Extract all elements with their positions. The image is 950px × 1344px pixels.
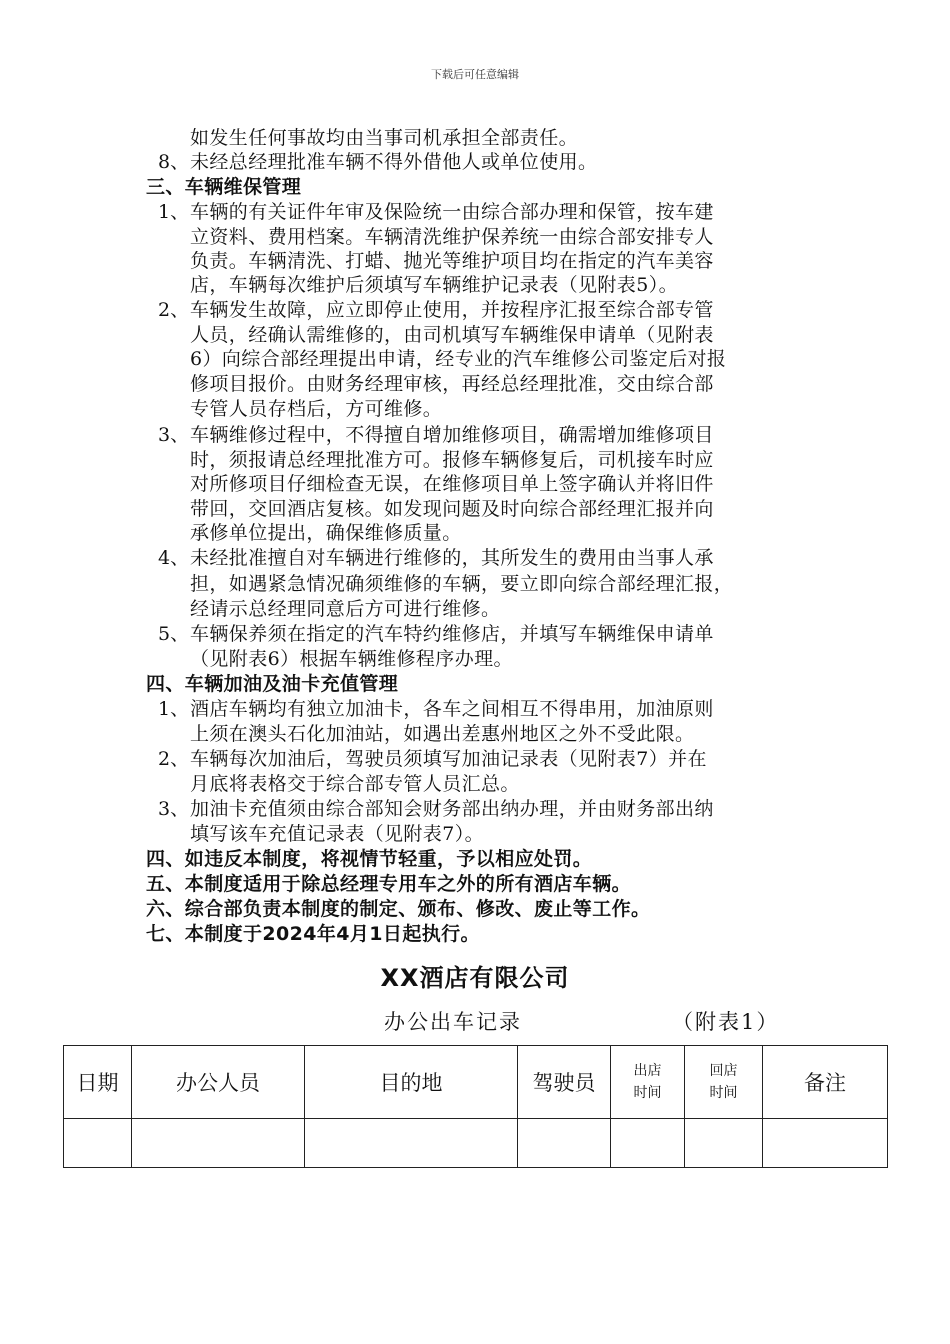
header-out-time-line1: 出店: [633, 1063, 662, 1079]
body-line: 加油卡充值须由综合部知会财务部出纳办理，并由财务部出纳: [190, 798, 714, 820]
item-number: 2、: [158, 748, 190, 770]
body-line: 经请示总经理同意后方可进行维修。: [190, 598, 501, 620]
body-line: （见附表6）根据车辆维修程序办理。: [190, 648, 513, 670]
header-remarks: 备注: [763, 1046, 888, 1119]
section-heading: 四、车辆加油及油卡充值管理: [146, 673, 399, 695]
body-line: 车辆维修过程中，不得擅自增加维修项目，确需增加维修项目: [190, 424, 714, 446]
body-line: 店，车辆每次维护后须填写车辆维护记录表（见附表5）。: [190, 274, 678, 296]
body-line: 立资料、费用档案。车辆清洗维护保养统一由综合部安排专人: [190, 226, 714, 248]
cell-staff[interactable]: [132, 1119, 305, 1168]
body-line: 未经批准擅自对车辆进行维修的，其所发生的费用由当事人承: [190, 547, 714, 569]
header-back-time: [685, 1046, 763, 1119]
item-number: 3、: [158, 798, 190, 820]
body-line: 6）向综合部经理提出申请，经专业的汽车维修公司鉴定后对报: [190, 348, 727, 370]
body-line: 带回，交回酒店复核。如发现问题及时向综合部经理汇报并向: [190, 498, 714, 520]
section-heading: 五、本制度适用于除总经理专用车之外的所有酒店车辆。: [146, 873, 632, 895]
cell-destination[interactable]: [305, 1119, 518, 1168]
item-number: 2、: [158, 299, 190, 321]
body-line: 如发生任何事故均由当事司机承担全部责任。: [190, 127, 579, 149]
cell-remarks[interactable]: [763, 1119, 888, 1168]
body-line: 填写该车充值记录表（见附表7）。: [190, 823, 484, 845]
table-row: [64, 1119, 888, 1168]
section-heading: 三、车辆维保管理: [146, 176, 302, 198]
section-heading: 六、综合部负责本制度的制定、颁布、修改、废止等工作。: [146, 898, 651, 920]
cell-date[interactable]: [64, 1119, 132, 1168]
body-line: 车辆每次加油后，驾驶员须填写加油记录表（见附表7）并在: [190, 748, 707, 770]
body-line: 车辆的有关证件年审及保险统一由综合部办理和保管，按车建: [190, 201, 714, 223]
body-line: 人员，经确认需维修的，由司机填写车辆维保申请单（见附表: [190, 324, 714, 346]
item-number: 8、: [158, 151, 190, 173]
item-number: 1、: [158, 698, 190, 720]
header-date: 日期: [64, 1046, 132, 1119]
table-header-row: [64, 1046, 888, 1119]
form-annex: （附表1）: [672, 1010, 780, 1034]
header-driver: 驾驶员: [518, 1046, 611, 1119]
body-line: 专管人员存档后，方可维修。: [190, 398, 443, 420]
header-destination: 目的地: [305, 1046, 518, 1119]
header-back-time-line2: 时间: [709, 1085, 738, 1101]
body-line: 担，如遇紧急情况确须维修的车辆，要立即向综合部经理汇报，: [190, 573, 734, 595]
vehicle-record-table: [63, 1045, 888, 1168]
section-heading: 七、本制度于2024年4月1日起执行。: [146, 923, 480, 945]
item-number: 4、: [158, 547, 190, 569]
body-line: 车辆发生故障，应立即停止使用，并按程序汇报至综合部专管: [190, 299, 714, 321]
cell-back-time[interactable]: [685, 1119, 763, 1168]
item-number: 3、: [158, 424, 190, 446]
body-line: 对所修项目仔细检查无误，在维修项目单上签字确认并将旧件: [190, 473, 714, 495]
header-note: 下载后可任意编辑: [431, 68, 519, 81]
header-staff: 办公人员: [132, 1046, 305, 1119]
body-line: 负责。车辆清洗、打蜡、抛光等维护项目均在指定的汽车美容: [190, 250, 714, 272]
body-line: 承修单位提出，确保维修质量。: [190, 522, 462, 544]
body-line: 车辆保养须在指定的汽车特约维修店，并填写车辆维保申请单: [190, 623, 714, 645]
item-number: 1、: [158, 201, 190, 223]
body-line: 未经总经理批准车辆不得外借他人或单位使用。: [190, 151, 598, 173]
body-line: 时，须报请总经理批准方可。报修车辆修复后，司机接车时应: [190, 449, 714, 471]
item-number: 5、: [158, 623, 190, 645]
cell-out-time[interactable]: [611, 1119, 685, 1168]
cell-driver[interactable]: [518, 1119, 611, 1168]
body-line: 月底将表格交于综合部专管人员汇总。: [190, 773, 520, 795]
body-line: 酒店车辆均有独立加油卡，各车之间相互不得串用，加油原则: [190, 698, 714, 720]
header-back-time-line1: 回店: [709, 1063, 738, 1079]
form-title: 办公出车记录: [384, 1010, 522, 1034]
body-line: 上须在澳头石化加油站，如遇出差惠州地区之外不受此限。: [190, 723, 695, 745]
company-title: XX酒店有限公司: [380, 964, 570, 992]
header-out-time-line2: 时间: [633, 1085, 662, 1101]
section-heading: 四、如违反本制度，将视情节轻重，予以相应处罚。: [146, 848, 593, 870]
body-line: 修项目报价。由财务经理审核，再经总经理批准，交由综合部: [190, 373, 714, 395]
header-out-time: [611, 1046, 685, 1119]
